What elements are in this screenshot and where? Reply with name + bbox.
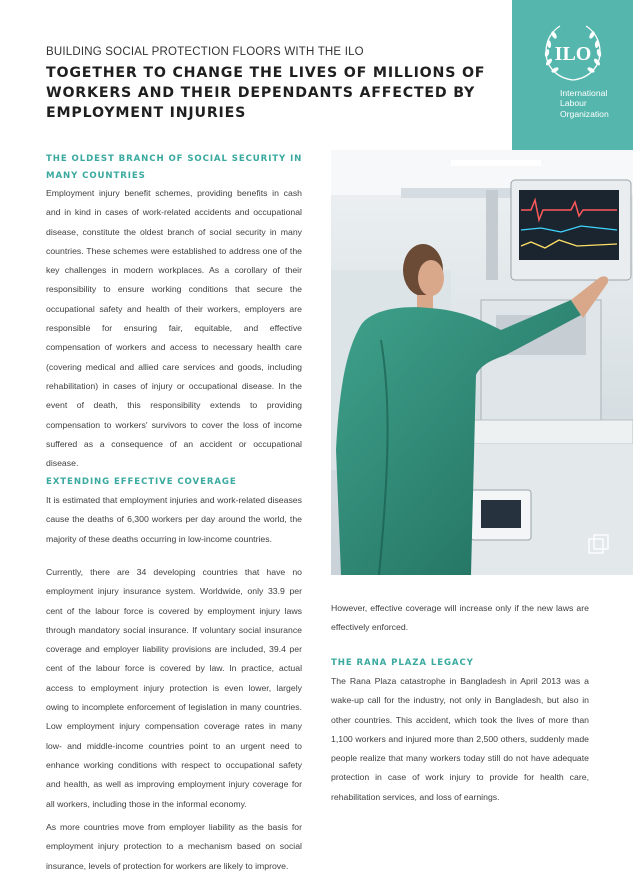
ilo-logo-box: [512, 0, 633, 150]
ilo-emblem-icon: [540, 22, 606, 84]
section-body-rana: The Rana Plaza catastrophe in Bangladesh in April 2013 was a wake-up call for the industry, not only in Bangladesh, but also in other countries. This accident, which took the lives of more than 1,100 workers and injured more than 2,500 others, suddenly made people realize that many workers today still do not have adequate protection in case of work injury to provide for health care, rehabilitation services, and loss of earnings.: [331, 676, 589, 802]
section-heading-oldest: THE OLDEST BRANCH OF SOCIAL SECURITY IN MANY COUNTRIES: [46, 154, 303, 181]
kicker: BUILDING SOCIAL PROTECTION FLOORS WITH THE ILO: [46, 46, 364, 58]
coverage-paragraph-1: It is estimated that employment injuries and work-related diseases cause the deaths of 6,300 workers per day around the world, the majority of these deaths occurring in low-income countries.: [46, 495, 302, 544]
ilo-name-line-3: Organization: [560, 108, 609, 119]
section-heading-coverage: EXTENDING EFFECTIVE COVERAGE: [46, 477, 237, 487]
photo-gallery-icon: [587, 532, 611, 556]
ilo-mark-text: ILO: [554, 43, 592, 65]
ilo-name: [560, 88, 609, 119]
hospital-photo: [331, 150, 633, 575]
section-heading-rana: THE RANA PLAZA LEGACY: [331, 658, 474, 668]
hospital-worker-illustration: [331, 150, 633, 575]
section-body-oldest: Employment injury benefit schemes, providing benefits in cash and in kind in cases of work-related accidents and occupational disease, constitute the oldest branch of social security in many countries. These schemes were established to address one of the key challenges in modern workplaces. As a corollary of their responsibility to ensure working conditions that secure the occupational safety and health of their workers, employers are responsible for ensuring fair, equitable, and effective compensation of workers and access to necessary health care (covering medical and allied care services and goods, including rehabilitation) in cases of injury or occupational disease. In the event of death, this responsibility extends to providing compensation to workers' survivors to cover the loss of income suffered as a consequence of an accident or occupational disease.: [46, 188, 302, 469]
coverage-paragraph-4: However, effective coverage will increase only if the new laws are effectively enforced.: [331, 603, 589, 633]
coverage-paragraph-2: Currently, there are 34 developing countries that have no employment injury insurance system. Worldwide, only 33.9 per cent of the labour force is covered by employment injury laws through mandatory social insurance. If voluntary social insurance coverage and employer liability provisions are included, 39.4 per cent of the labour force is covered by law. In practice, actual access to employment injury protection is even lower, largely owing to incomplete enforcement of legislation in many countries. Low employment injury compensation coverage rates in many low- and middle-income countries point to an urgent need to enhance working conditions with respect to occupational safety and health, as well as improving employment injury coverage for all workers, including those in the informal economy.: [46, 567, 302, 809]
coverage-paragraph-3: As more countries move from employer liability as the basis for employment injury protection to a mechanism based on social insurance, levels of protection for workers are likely to improve.: [46, 822, 302, 871]
ilo-name-line-1: International: [560, 88, 608, 98]
page-title: TOGETHER TO CHANGE THE LIVES OF MILLIONS OF WORKERS AND THEIR DEPENDANTS AFFECTED BY EMPLOYMENT INJURIES: [46, 65, 486, 121]
ilo-name-line-2: Labour: [560, 98, 587, 109]
